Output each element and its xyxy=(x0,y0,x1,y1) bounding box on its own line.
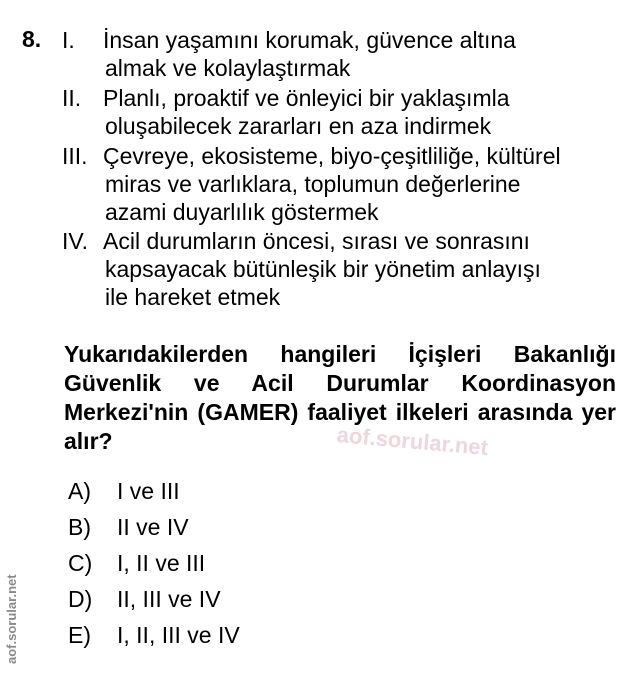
statement-line: kapsayacak bütünleşik bir yönetim anlayışı xyxy=(105,256,541,282)
option-text: I, II ve III xyxy=(117,550,206,576)
option-letter: B) xyxy=(68,514,91,540)
statement-line: Acil durumların öncesi, sırası ve sonrasını xyxy=(103,228,530,254)
option-letter: A) xyxy=(68,478,91,504)
statement-line: Planlı, proaktif ve önleyici bir yaklaşımla xyxy=(103,85,510,111)
statement-line: oluşabilecek zararları en aza indirmek xyxy=(105,113,492,139)
statement-line: ile hareket etmek xyxy=(105,284,281,310)
watermark-center: aof.sorular.net xyxy=(335,422,490,461)
option-text: II, III ve IV xyxy=(117,586,221,612)
statement-numeral: IV. xyxy=(62,228,89,254)
watermark-side: aof.sorular.net xyxy=(4,574,19,664)
option-text: I ve III xyxy=(117,478,180,504)
statement-line: Çevreye, ekosisteme, biyo-çeşitliliğe, kültürel xyxy=(103,143,561,169)
question-prompt: Yukarıdakilerden hangileri İçişleri Bakanlığı Güvenlik ve Acil Durumlar Koordinasyon Merkezi'nin (GAMER) faaliyet ilkeleri arasında yer alır? xyxy=(64,341,616,454)
statement-line: miras ve varlıklara, toplumun değerlerine xyxy=(105,171,521,197)
statement-numeral: II. xyxy=(62,85,82,111)
statement-numeral: III. xyxy=(62,143,88,169)
statement-numeral: I. xyxy=(62,27,75,53)
question-number: 8. xyxy=(22,26,42,52)
option-text: II ve IV xyxy=(117,514,189,540)
statement-line: İnsan yaşamını korumak, güvence altına xyxy=(103,27,516,53)
option-letter: D) xyxy=(68,586,93,612)
statement-line: almak ve kolaylaştırmak xyxy=(105,55,351,81)
option-text: I, II, III ve IV xyxy=(117,622,240,648)
option-letter: C) xyxy=(68,550,93,576)
option-letter: E) xyxy=(68,622,91,648)
statement-line: azami duyarlılık göstermek xyxy=(105,199,379,225)
